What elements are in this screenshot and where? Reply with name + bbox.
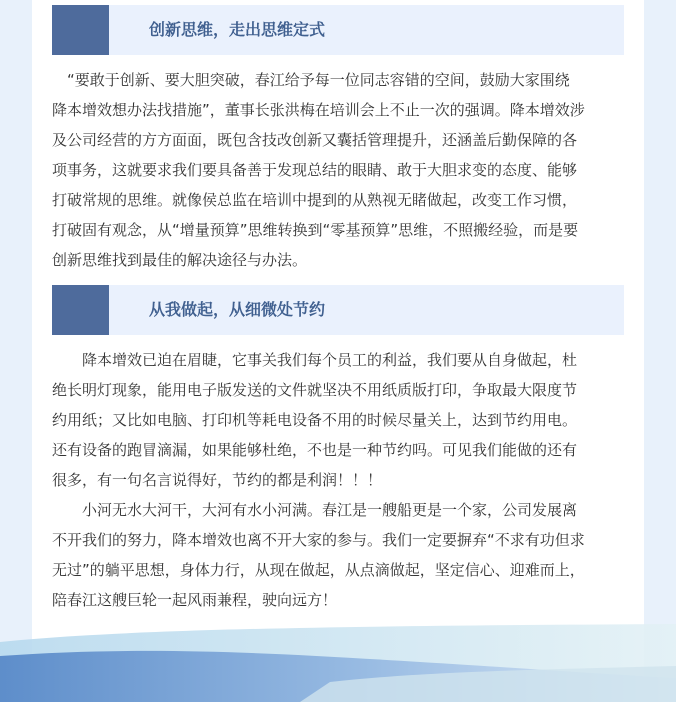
- paragraph-saving: [52, 345, 624, 495]
- paragraph-line: 陪春江这艘巨轮一起风雨兼程，驶向远方！: [52, 591, 338, 609]
- wave-decoration: [0, 622, 676, 702]
- paragraph-line: 降本增效想办法找措施”，董事长张洪梅在培训会上不止一次的强调。降本增效涉: [52, 101, 585, 119]
- paragraph-line: 还有设备的跑冒滴漏，如果能够杜绝，不也是一种节约吗。可见我们能做的还有: [52, 441, 578, 459]
- paragraph-line: 打破固有观念，从“增量预算”思维转换到“零基预算”思维，不照搬经验，而是要: [52, 221, 579, 239]
- header-accent-block: [52, 285, 109, 335]
- section-title-innovation: 创新思维，走出思维定式: [149, 20, 326, 39]
- article-page: [32, 0, 644, 702]
- paragraph-line: 绝长明灯现象，能用电子版发送的文件就坚决不用纸质版打印，争取最大限度节: [52, 381, 578, 399]
- paragraph-line: 创新思维找到最佳的解决途径与办法。: [52, 251, 308, 269]
- paragraph-line: 无过”的躺平思想，身体力行，从现在做起，从点滴做起，坚定信心、迎难而上，: [52, 561, 585, 579]
- paragraph-line: 很多，有一句名言说得好，节约的都是利润！！！: [52, 471, 383, 489]
- paragraph-line: “要敢于创新、要大胆突破，春江给予每一位同志容错的空间，鼓励大家围绕: [52, 71, 570, 89]
- paragraph-teamwork: [52, 495, 624, 615]
- section-header-saving: [52, 285, 624, 335]
- paragraph-line: 项事务，这就要求我们要具备善于发现总结的眼睛、敢于大胆求变的态度、能够: [52, 161, 578, 179]
- section-title-saving: 从我做起，从细微处节约: [149, 300, 326, 319]
- paragraph-line: 打破常规的思维。就像侯总监在培训中提到的从熟视无睹做起，改变工作习惯，: [52, 191, 578, 209]
- paragraph-line: 约用纸；又比如电脑、打印机等耗电设备不用的时候尽量关上，达到节约用电。: [52, 411, 578, 429]
- paragraph-line: 不开我们的努力，降本增效也离不开大家的参与。我们一定要摒弃“不求有功但求: [52, 531, 585, 549]
- header-accent-block: [52, 5, 109, 55]
- paragraph-line: 及公司经营的方方面面，既包含技改创新又囊括管理提升，还涵盖后勤保障的各: [52, 131, 578, 149]
- section-header-innovation: [52, 5, 624, 55]
- paragraph-line: 小河无水大河干，大河有水小河满。春江是一艘船更是一个家，公司发展离: [52, 501, 578, 519]
- paragraph-line: 降本增效已迫在眉睫，它事关我们每个员工的利益，我们要从自身做起，杜: [52, 351, 578, 369]
- paragraph-innovation: [52, 65, 624, 275]
